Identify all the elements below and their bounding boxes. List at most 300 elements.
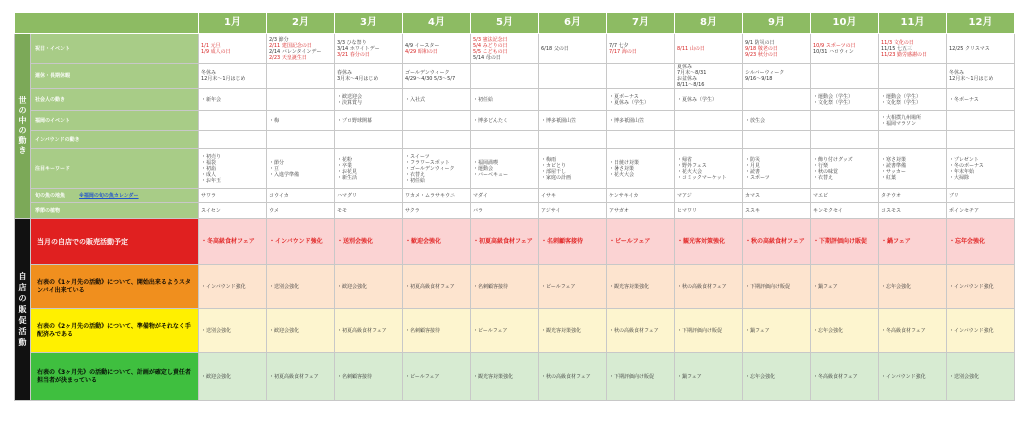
month-cell [199,203,267,219]
month-header: 2月 [267,13,335,34]
cell-item: シルバーウィーク [745,70,785,76]
cell-item: ・卒業 [337,162,353,169]
month-cell [471,189,539,203]
cell-item: ・カビとり [541,162,567,169]
cell-item: ・日焼け対策 [609,159,640,166]
cell-item: お盆休み [677,76,698,82]
month-cell [539,34,607,64]
month-cell [403,111,471,131]
cell-item: ・運動会（学生） [813,93,854,100]
month-cell [403,34,471,64]
promo-cell: ・鍋フェア [811,265,879,309]
cell-item: ・花火大会 [609,171,635,178]
promo-cell: ・観光客対策強化 [539,309,607,353]
month-cell [607,203,675,219]
cell-item: ・博多祇園山笠 [609,117,645,124]
month-cell [811,149,879,189]
month-cell [267,189,335,203]
cell-item: 2/14 バレンタインデー [269,48,322,55]
cell-item: アサガオ [609,207,629,214]
row-label-text: 社会人の動き [35,96,66,103]
cell-item: ・お年玉 [201,177,222,184]
promo-row-label: 当月の自店での販売活動予定 [31,219,199,265]
cell-item: アジサイ [541,207,561,214]
world-row [15,111,1015,131]
cell-item: ・寒さ対策 [881,156,907,163]
section-title-store: 自店の販促活動 [15,219,31,401]
month-cell [607,189,675,203]
cell-item: ・入社式 [405,96,426,103]
cell-item: バラ [473,207,484,214]
month-cell [675,189,743,203]
row-label [31,34,199,64]
month-cell [947,89,1015,111]
promo-cell: ・鍋フェア [879,219,947,265]
month-cell [335,111,403,131]
cell-item: ・月見 [745,162,761,169]
cell-item: 冬休み [201,70,217,76]
row-label-text: 旬の魚の地魚 [35,192,66,199]
cell-item: ・暑さ対策 [609,165,635,172]
month-cell [539,203,607,219]
cell-item: ・スイーツ [405,153,430,160]
cell-item: ウメ [269,207,279,214]
cell-item: ヒマワリ [677,207,698,214]
month-header: 9月 [743,13,811,34]
world-row [15,64,1015,89]
month-cell [947,131,1015,149]
month-header: 1月 [199,13,267,34]
cell-item: ・博多どんたく [473,117,509,124]
month-cell [675,203,743,219]
cell-item: ブリ [949,192,959,199]
month-cell [607,131,675,149]
month-cell [267,203,335,219]
cell-item: ・運動会（学生） [881,93,922,100]
month-header: 8月 [675,13,743,34]
cell-item: カマス [745,192,761,199]
month-cell [335,203,403,219]
cell-item: ・年末年始 [949,168,975,175]
cell-item: ハマグリ [337,192,358,199]
world-row [15,89,1015,111]
cell-item: スイセン [201,207,221,214]
promo-row [15,265,1015,309]
promo-cell: ・観光客対策強化 [471,353,539,401]
cell-item: ・コミックマーケット [677,174,727,181]
cell-item: コウイカ [269,192,289,199]
promo-row-label: 右表の《1ヶ月先の活動》について、開始出来るようスタンバイ出来ている [31,265,199,309]
month-header: 6月 [539,13,607,34]
cell-item: ・大掃除 [949,174,970,181]
month-cell [199,131,267,149]
cell-item: ・文化祭（学生） [813,99,854,106]
month-cell [471,64,539,89]
cell-item: ・初任給 [405,177,426,184]
cell-item: 7/7 七夕 [609,42,629,49]
cell-item: 12月末～1月はじめ [201,76,246,82]
cell-item: ・フラワースポット [405,159,450,166]
cell-item: 9/1 防災の日 [745,39,775,46]
promo-cell: ・下期評価向け販促 [811,219,879,265]
month-cell [539,131,607,149]
promo-row [15,219,1015,265]
cell-item: マダイ [473,192,488,199]
row-label [31,64,199,89]
cell-item: ・決算賞与 [337,99,363,106]
cell-item: 3/21 春分の日 [337,51,370,58]
month-cell [199,189,267,203]
row-label [31,149,199,189]
world-row [15,131,1015,149]
row-label-text: 祝日・イベント [35,45,71,52]
cell-item: ・飾り付けグッズ [813,156,853,163]
world-row [15,189,1015,203]
month-cell [335,149,403,189]
promo-cell: ・秋の高級食材フェア [675,265,743,309]
cell-item: 5/3 憲法記念日 [473,36,508,43]
month-cell [471,34,539,64]
cell-item: 4/29 昭和の日 [405,48,438,55]
promo-cell: ・下期評価向け販促 [607,353,675,401]
row-label [31,111,199,131]
promo-cell: ・送別会強化 [335,219,403,265]
cell-item: サクラ [405,207,420,214]
month-header: 5月 [471,13,539,34]
cell-item: 冬休み [949,70,965,76]
promo-cell: ・初夏高級食材フェア [471,219,539,265]
month-cell [267,131,335,149]
month-header: 4月 [403,13,471,34]
promo-cell: ・忘年会強化 [879,265,947,309]
calendar-sheet [14,12,1014,401]
row-label [31,89,199,111]
sales-promotion-calendar [14,12,1015,401]
promo-cell: ・冬高級食材フェア [811,353,879,401]
promo-cell: ・忘年会強化 [743,353,811,401]
month-cell [607,89,675,111]
cell-item: タチウオ [881,192,902,199]
promo-cell: ・歓迎会強化 [403,219,471,265]
month-cell [743,89,811,111]
cell-item: コスモス [881,207,902,214]
month-cell [199,34,267,64]
month-cell [199,111,267,131]
world-row [15,34,1015,64]
cell-item: 3/14 ホワイトデー [337,45,380,52]
month-cell [199,64,267,89]
cell-item: 10/31 ハロウィン [813,48,854,55]
cell-item: 3/3 ひな祭り [337,39,367,46]
cell-item: ・成人 [201,171,217,178]
promo-cell: ・下期評価向け販促 [675,309,743,353]
month-cell [879,149,947,189]
cell-item: ススキ [745,207,761,214]
cell-item: 1/1 元旦 [201,42,221,49]
cell-item: ・初売り [201,153,222,160]
cell-item: サワラ [201,192,217,199]
cell-item: 11/15 七五三 [881,45,912,52]
month-cell [403,149,471,189]
month-cell [743,34,811,64]
row-label [31,189,199,203]
month-cell [879,111,947,131]
month-cell [403,131,471,149]
cell-item: ・博多祇園山笠 [541,117,577,124]
cell-item: 11/3 文化の日 [881,39,914,46]
month-cell [539,89,607,111]
cell-item: 7月末～8/31 [677,70,707,76]
month-cell [811,131,879,149]
promo-cell: ・インバウンド強化 [267,219,335,265]
row-label [31,131,199,149]
promo-cell: ・秋の高級食材フェア [539,353,607,401]
month-cell [675,149,743,189]
cell-item: 6/18 父の日 [541,45,569,52]
month-cell [539,189,607,203]
promo-cell: ・インバウンド強化 [947,309,1015,353]
promo-cell: ・ビールフェア [403,353,471,401]
cell-item: ・秋の味覚 [813,168,839,175]
promo-cell: ・歓迎会強化 [199,353,267,401]
month-cell [539,64,607,89]
month-cell [947,149,1015,189]
cell-item: ・読書準備 [881,162,907,169]
cell-item: ・梅雨 [541,156,557,163]
month-cell [335,189,403,203]
cell-item: ・福袋 [201,159,217,166]
row-label-text: 季節の植物 [35,207,61,214]
promo-cell: ・歓迎会強化 [335,265,403,309]
month-cell [879,203,947,219]
cell-item: ・バーベキュー [473,171,509,178]
month-cell [471,149,539,189]
cell-item: 3月末～4月はじめ [337,76,379,82]
cell-item: ・衣替え [813,174,834,181]
cell-item: ・文化祭（学生） [881,99,922,106]
month-cell [539,111,607,131]
month-cell [675,131,743,149]
month-cell [879,34,947,64]
world-row [15,149,1015,189]
cell-item: ・サッカー [881,168,906,175]
row-label-text: 注目キーワード [35,165,71,172]
row-label-text: 連休・長期休暇 [35,73,71,79]
promo-cell: ・初夏高級食材フェア [267,353,335,401]
month-cell [947,64,1015,89]
promo-cell: ・ビールフェア [607,219,675,265]
cell-item: ・夏休み（学生） [677,96,718,103]
cell-item: 8/11～8/16 [677,82,705,88]
month-cell [743,111,811,131]
cell-item: ポインセチア [949,207,980,214]
cell-item: ・入進学準備 [269,171,300,178]
promo-row-label: 右表の《2ヶ月先の活動》について、準備物がそれなく手配済みである [31,309,199,353]
cell-item: マエビ [813,192,829,199]
promo-cell: ・鍋フェア [675,353,743,401]
month-cell [947,189,1015,203]
month-header: 7月 [607,13,675,34]
promo-cell: ・鍋フェア [743,309,811,353]
month-cell [199,149,267,189]
promo-cell: ・インバウンド強化 [947,265,1015,309]
month-header-row [15,13,1015,34]
world-row [15,203,1015,219]
fish-calendar-link[interactable]: ※福岡の旬の魚カレンダー [79,192,139,199]
promo-cell: ・インバウンド強化 [199,265,267,309]
promo-cell: ・冬高級食材フェア [879,309,947,353]
promo-cell: ・下期評価向け販促 [743,265,811,309]
cell-item: 5/14 母の日 [473,54,501,61]
cell-item: 9/18 敬老の日 [745,45,778,52]
cell-item: ワカメ・ムラサキウニ [405,192,456,199]
month-cell [675,89,743,111]
cell-item: ・防災 [745,156,761,163]
month-cell [335,34,403,64]
cell-item: ・夏ボーナス [609,93,639,100]
month-cell [743,131,811,149]
cell-item: イサキ [541,192,557,199]
month-cell [335,131,403,149]
cell-item: ・帰省 [677,156,693,163]
month-cell [879,89,947,111]
cell-item: ・豆 [269,165,280,172]
month-cell [471,131,539,149]
promo-cell: ・初夏高級食材フェア [403,265,471,309]
month-cell [743,64,811,89]
month-cell [267,89,335,111]
month-cell [267,64,335,89]
month-header: 10月 [811,13,879,34]
month-cell [743,149,811,189]
month-cell [607,64,675,89]
month-cell [267,34,335,64]
month-cell [471,203,539,219]
cell-item: ・読書 [745,168,761,175]
month-cell [879,131,947,149]
cell-item: 12月末～1月はじめ [949,76,994,82]
cell-item: 5/5 こどもの日 [473,48,508,55]
cell-item: ・新年会 [201,96,222,103]
cell-item: ・運動会 [473,165,494,172]
promo-cell: ・観光客対策強化 [607,265,675,309]
promo-cell: ・送別会強化 [267,265,335,309]
promo-cell: ・名刺顧客接待 [403,309,471,353]
cell-item: 10/9 スポーツの日 [813,42,856,49]
cell-item: 11/23 勤労感謝の日 [881,51,927,58]
cell-item: ・歓送迎会 [337,93,363,100]
cell-item: ・夏休み（学生） [609,99,650,106]
promo-cell: ・送別会強化 [199,309,267,353]
cell-item: ・初詣 [201,165,217,172]
cell-item: 9/23 秋分の日 [745,51,778,58]
month-cell [947,34,1015,64]
promo-cell: ・初夏高級食材フェア [335,309,403,353]
cell-item: 8/11 山の日 [677,45,705,52]
promo-cell: ・送別会強化 [947,353,1015,401]
cell-item: 春休み [337,70,353,76]
promo-cell: ・観光客対策強化 [675,219,743,265]
month-cell [403,89,471,111]
month-cell [607,34,675,64]
month-header: 3月 [335,13,403,34]
row-label [31,203,199,219]
cell-item: ケンサキイカ [609,192,639,199]
month-cell [947,203,1015,219]
promo-row [15,353,1015,401]
cell-item: ・野外フェス [677,162,707,169]
cell-item: ・放生会 [745,117,766,124]
promo-row [15,309,1015,353]
promo-cell: ・忘年会強化 [947,219,1015,265]
cell-item: ・梅 [269,117,280,124]
month-cell [811,64,879,89]
promo-cell: ・秋の高級食材フェア [607,309,675,353]
cell-item: 夏休み [677,64,693,70]
cell-item: ・花火大会 [677,168,703,175]
month-cell [607,111,675,131]
cell-item: モモ [337,207,348,214]
promo-cell: ・名刺顧客接待 [335,353,403,401]
month-cell [947,111,1015,131]
cell-item: キンモクセイ [813,207,843,214]
cell-item: ・花粉 [337,156,353,163]
cell-item: ・冬のボーナス [949,162,984,169]
month-cell [403,189,471,203]
cell-item: 4/9 イースター [405,42,440,49]
month-cell [403,203,471,219]
promo-row-label: 右表の《3ヶ月先》の活動について、計画が確定し責任者担当者が決まっている [31,353,199,401]
month-cell [879,64,947,89]
promo-cell: ・名刺顧客接待 [539,219,607,265]
month-cell [267,111,335,131]
promo-cell: ・名刺顧客接待 [471,265,539,309]
cell-item: ・行楽 [813,162,829,169]
cell-item: ・部屋干し [541,168,567,175]
month-cell [675,34,743,64]
promo-cell: ・ビールフェア [471,309,539,353]
month-cell [811,89,879,111]
cell-item: ・福岡満喫 [473,159,499,166]
cell-item: ・ゴールデンウィーク [405,165,455,172]
month-cell [471,89,539,111]
cell-item: ・お花見 [337,168,358,175]
cell-item: ・プレゼント [949,156,979,163]
month-cell [675,111,743,131]
month-cell [743,203,811,219]
cell-item: ・大相撲九州場所 [881,114,922,121]
month-cell [335,89,403,111]
cell-item: 2/11 建国記念の日 [269,42,312,49]
month-cell [811,34,879,64]
section-title-world: 世の中の動き [15,34,31,219]
month-cell [539,149,607,189]
cell-item: 1/9 成人の日 [201,48,231,55]
cell-item: 5/4 みどりの日 [473,42,508,49]
cell-item: ・新生活 [337,174,358,181]
cell-item: マアジ [677,192,692,199]
cell-item: 2/23 天皇誕生日 [269,54,307,61]
cell-item: ・家庭の計画 [541,174,572,181]
cell-item: ・福岡マラソン [881,120,917,127]
cell-item: ・衣替え [405,171,426,178]
month-cell [811,111,879,131]
month-cell [607,149,675,189]
row-label-text: インバウンドの動き [35,136,80,143]
cell-item: 9/16～9/18 [745,76,773,82]
cell-item: 4/29～4/30 5/3～5/7 [405,76,456,82]
month-cell [811,189,879,203]
